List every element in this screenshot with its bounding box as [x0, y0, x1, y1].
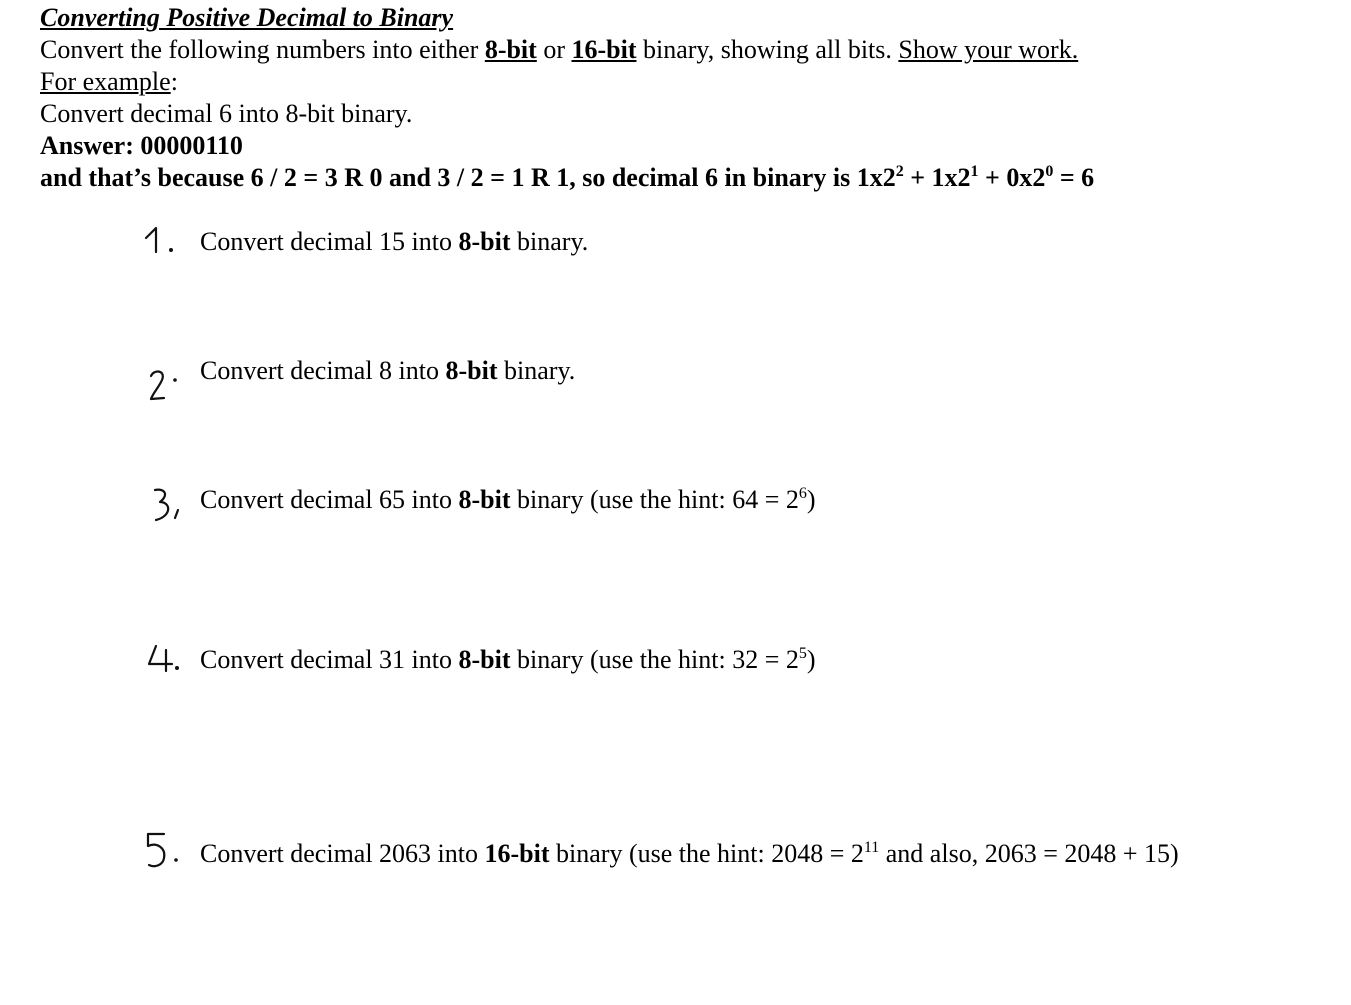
instructions — [40, 35, 1078, 65]
question-3-bits: 8-bit — [458, 485, 511, 514]
show-work-note: Show your work. — [898, 35, 1079, 64]
question-2-text-post: binary. — [497, 356, 576, 385]
explain-exponent-1: 2 — [895, 163, 904, 180]
explain-part-b: + 1x2 — [903, 163, 971, 192]
question-4 — [200, 645, 816, 675]
example-explanation — [40, 163, 1094, 193]
page-title: Converting Positive Decimal to Binary — [40, 3, 454, 32]
question-2 — [200, 356, 575, 386]
handwritten-number-3 — [140, 482, 190, 532]
instructions-mid: or — [536, 35, 572, 64]
explain-part-c: + 0x2 — [978, 163, 1046, 192]
question-5-bits: 16-bit — [484, 839, 550, 868]
question-3-text-pre: Convert decimal 65 into — [200, 485, 459, 514]
example-answer: Answer: 00000110 — [40, 131, 243, 160]
question-4-text-end: ) — [806, 645, 816, 674]
question-3-text-post: binary (use the hint: 64 = 2 — [510, 485, 799, 514]
example-label-colon: : — [170, 67, 178, 96]
handwritten-number-1 — [140, 220, 190, 270]
instructions-prefix: Convert the following numbers into either — [40, 35, 485, 64]
question-1 — [200, 227, 588, 257]
explain-exponent-2: 1 — [970, 163, 979, 180]
question-1-bits: 8-bit — [458, 227, 511, 256]
explain-part-a: and that’s because 6 / 2 = 3 R 0 and 3 / 2 = 1 R 1, so decimal 6 in binary is 1x2 — [40, 163, 896, 192]
example-question: Convert decimal 6 into 8-bit binary. — [40, 99, 413, 128]
question-2-bits: 8-bit — [445, 356, 498, 385]
question-5-text-post: binary (use the hint: 2048 = 2 — [549, 839, 864, 868]
example-label-text: For example — [40, 67, 171, 96]
question-5-text-end: and also, 2063 = 2048 + 15) — [879, 839, 1179, 868]
explain-part-d: = 6 — [1053, 163, 1095, 192]
question-4-text-pre: Convert decimal 31 into — [200, 645, 459, 674]
question-5-exponent: 11 — [863, 839, 880, 856]
example-label — [40, 67, 178, 97]
question-5-text-pre: Convert decimal 2063 into — [200, 839, 485, 868]
question-1-text-pre: Convert decimal 15 into — [200, 227, 459, 256]
question-5 — [200, 839, 1179, 869]
explain-exponent-3: 0 — [1045, 163, 1054, 180]
question-4-text-post: binary (use the hint: 32 = 2 — [510, 645, 799, 674]
question-3-exponent: 6 — [798, 485, 807, 502]
handwritten-number-4 — [140, 640, 190, 690]
question-4-bits: 8-bit — [458, 645, 511, 674]
question-2-text-pre: Convert decimal 8 into — [200, 356, 446, 385]
handwritten-number-2 — [140, 362, 190, 412]
instructions-suffix: binary, showing all bits. — [636, 35, 899, 64]
question-3 — [200, 485, 816, 515]
question-4-exponent: 5 — [798, 645, 807, 662]
question-1-text-post: binary. — [510, 227, 589, 256]
question-3-text-end: ) — [806, 485, 816, 514]
handwritten-number-5 — [140, 828, 190, 878]
option-8-bit: 8-bit — [484, 35, 537, 64]
option-16-bit: 16-bit — [571, 35, 637, 64]
